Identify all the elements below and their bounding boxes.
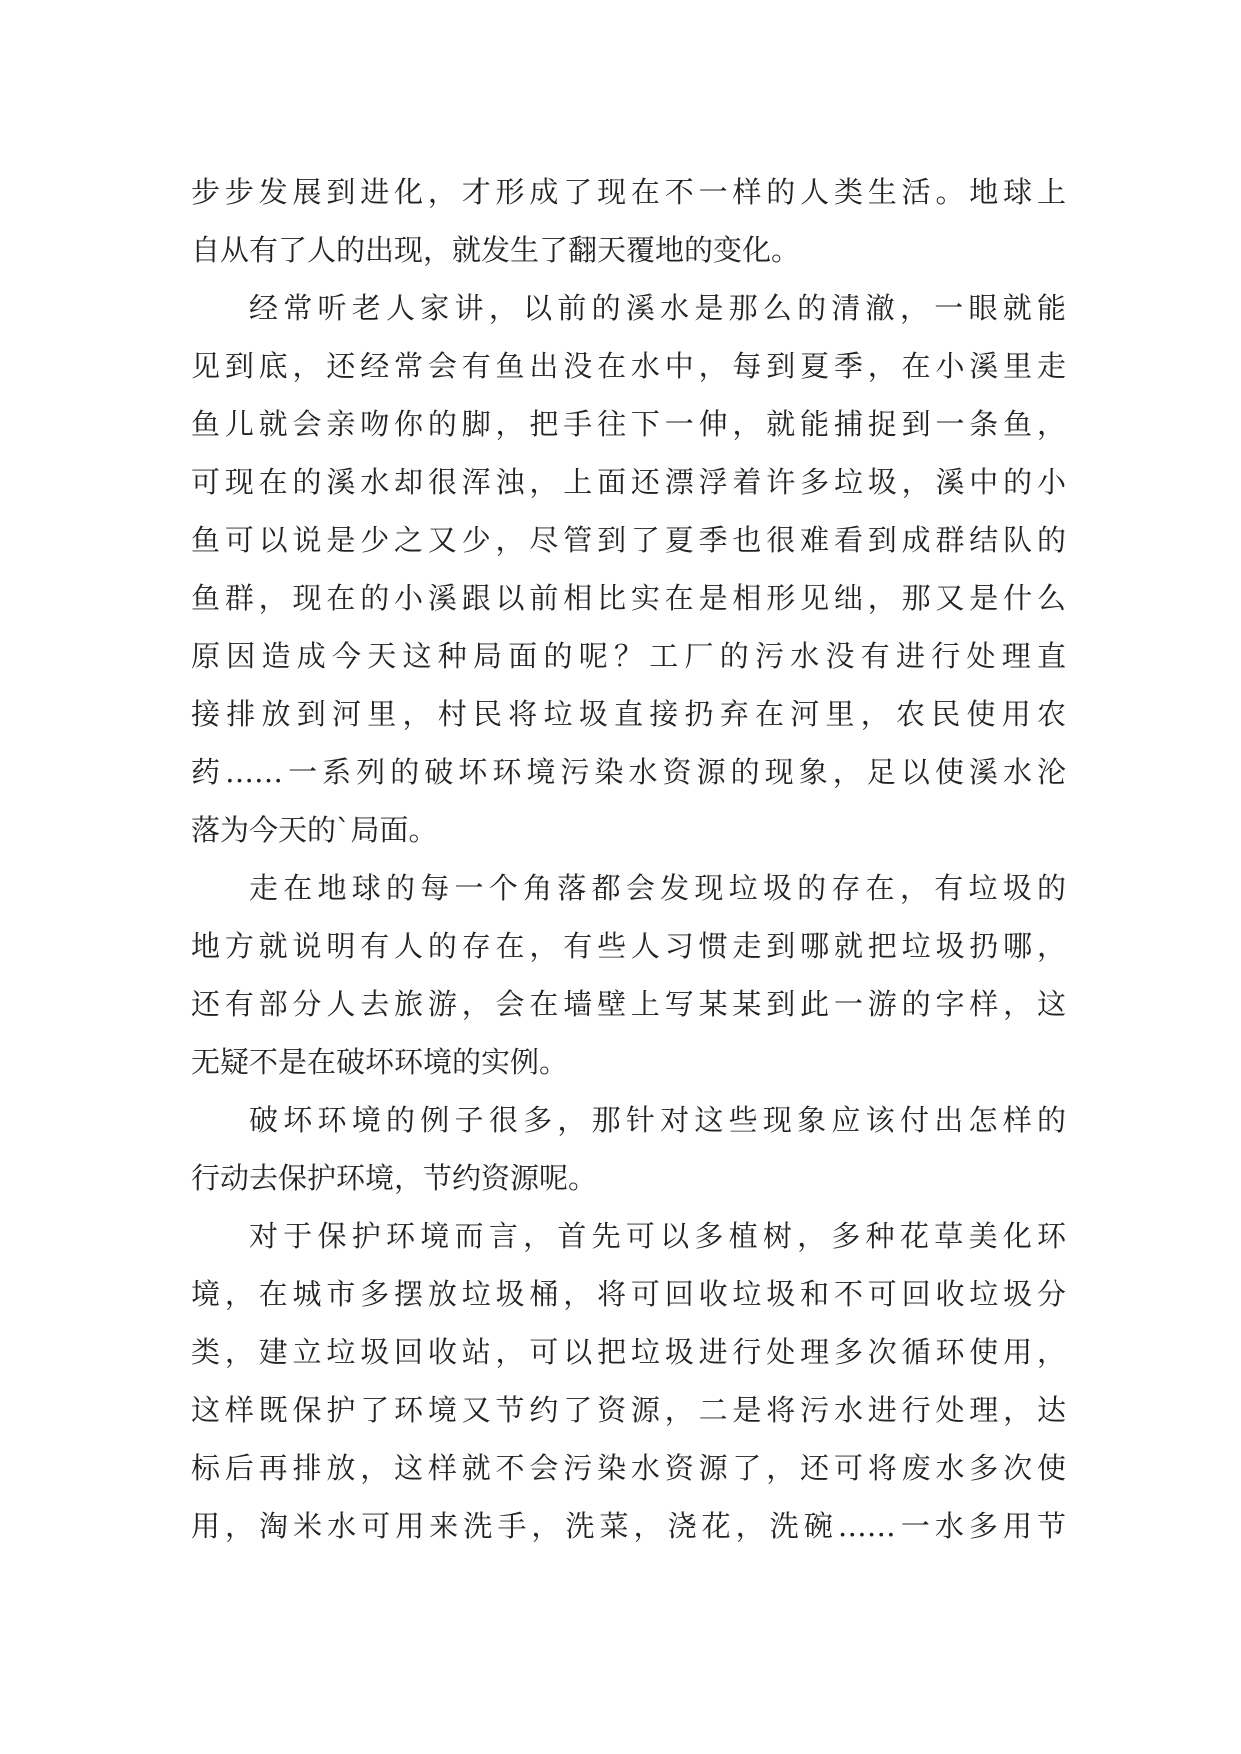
text-line: 标后再排放，这样就不会污染水资源了，还可将废水多次使: [191, 1451, 1066, 1485]
text-line: 类，建立垃圾回收站，可以把垃圾进行处理多次循环使用，: [191, 1335, 1066, 1369]
text-line: 鱼可以说是少之又少，尽管到了夏季也很难看到成群结队的: [191, 523, 1066, 557]
text-line: 鱼群，现在的小溪跟以前相比实在是相形见绌，那又是什么: [191, 581, 1066, 615]
text-line: 落为今天的`局面。: [191, 813, 438, 847]
document-body: [191, 163, 1066, 1555]
text-line: 用，淘米水可用来洗手，洗菜，浇花，洗碗……一水多用节: [191, 1509, 1066, 1543]
paragraph-first-line: 破坏环境的例子很多，那针对这些现象应该付出怎样的: [249, 1103, 1066, 1137]
text-line: 药……一系列的破坏环境污染水资源的现象，足以使溪水沦: [191, 755, 1066, 789]
paragraph-first-line: 对于保护环境而言，首先可以多植树，多种花草美化环: [249, 1219, 1066, 1253]
text-line: 地方就说明有人的存在，有些人习惯走到哪就把垃圾扔哪，: [191, 929, 1066, 963]
text-line: 接排放到河里，村民将垃圾直接扔弃在河里，农民使用农: [191, 697, 1066, 731]
text-line: 这样既保护了环境又节约了资源，二是将污水进行处理，达: [191, 1393, 1066, 1427]
text-line: 可现在的溪水却很浑浊，上面还漂浮着许多垃圾，溪中的小: [191, 465, 1066, 499]
paragraph-first-line: 经常听老人家讲，以前的溪水是那么的清澈，一眼就能: [249, 291, 1066, 325]
text-line: 无疑不是在破坏环境的实例。: [191, 1045, 569, 1079]
text-line: 行动去保护环境，节约资源呢。: [191, 1161, 598, 1195]
text-line: 自从有了人的出现，就发生了翻天覆地的变化。: [191, 233, 801, 267]
text-line: 原因造成今天这种局面的呢？工厂的污水没有进行处理直: [191, 639, 1066, 673]
text-line: 见到底，还经常会有鱼出没在水中，每到夏季，在小溪里走: [191, 349, 1066, 383]
text-line: 鱼儿就会亲吻你的脚，把手往下一伸，就能捕捉到一条鱼，: [191, 407, 1066, 441]
text-line: 步步发展到进化，才形成了现在不一样的人类生活。地球上: [191, 175, 1066, 209]
paragraph-first-line: 走在地球的每一个角落都会发现垃圾的存在，有垃圾的: [249, 871, 1066, 905]
text-line: 境，在城市多摆放垃圾桶，将可回收垃圾和不可回收垃圾分: [191, 1277, 1066, 1311]
text-line: 还有部分人去旅游，会在墙壁上写某某到此一游的字样，这: [191, 987, 1066, 1021]
